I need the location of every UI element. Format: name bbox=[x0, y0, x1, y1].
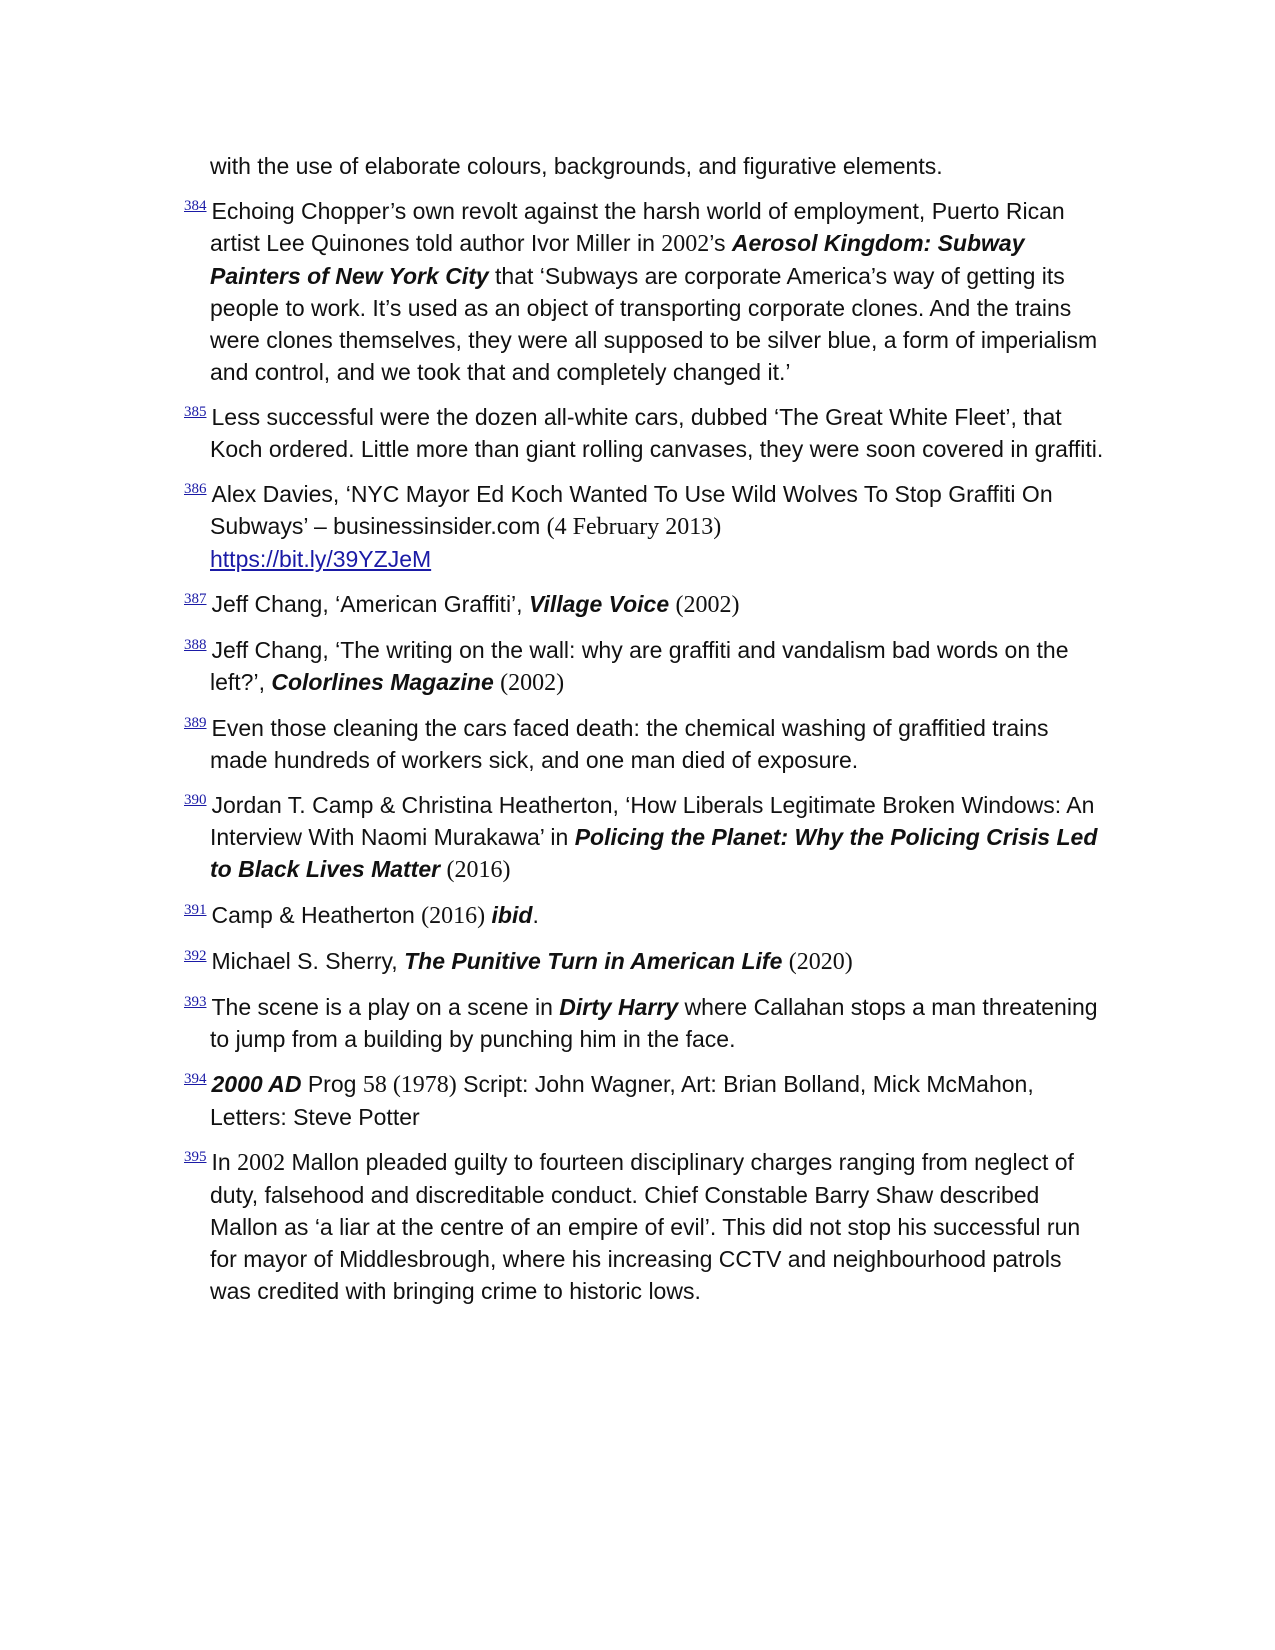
endnote-number-link[interactable]: 394 bbox=[184, 1071, 207, 1087]
work-title: Dirty Harry bbox=[559, 994, 679, 1020]
work-title: The Punitive Turn in American Life bbox=[404, 948, 783, 974]
endnote-387: $^{387}$ Jeff Chang, ‘American Graffiti’, Village Voice (2002) bbox=[184, 591, 740, 618]
work-title: Colorlines Magazine bbox=[271, 669, 494, 695]
endnote-388: $^{388}$ Jeff Chang, ‘The writing on the wall: why are graffiti and vandalism bad words on the left?’, Colorlines Magazine (2002) bbox=[184, 637, 1069, 696]
endnote-number-link[interactable]: 386 bbox=[184, 481, 207, 497]
endnote-386: $^{386}$ Alex Davies, ‘NYC Mayor Ed Koch Wanted To Use Wild Wolves To Stop Graffiti On Subways’ – businessinsider.com (4 February 2013) https://bit.ly/39YZJeM bbox=[184, 481, 1053, 572]
continuation-text: with the use of elaborate colours, backgrounds, and figurative elements. bbox=[210, 153, 943, 179]
endnote-385: $^{385}$ Less successful were the dozen all-white cars, dubbed ‘The Great White Fleet’, that Koch ordered. Little more than giant rolling canvases, they were soon covered in graffiti. bbox=[184, 404, 1104, 462]
work-title: Policing the Planet: Why the Policing Crisis Led to Black Lives Matter bbox=[210, 824, 1098, 882]
endnote-number-link[interactable]: 387 bbox=[184, 591, 207, 607]
endnote-number-link[interactable]: 393 bbox=[184, 994, 207, 1010]
endnote-391: $^{391}$ Camp & Heatherton (2016) ibid. bbox=[184, 902, 539, 929]
endnote-389: $^{389}$ Even those cleaning the cars faced death: the chemical washing of graffitied trains made hundreds of workers sick, and one man died of exposure. bbox=[184, 715, 1049, 773]
source-url-link[interactable]: https://bit.ly/39YZJeM bbox=[210, 546, 432, 572]
work-title: ibid bbox=[491, 902, 533, 928]
endnote-number-link[interactable]: 385 bbox=[184, 404, 207, 420]
endnote-390: $^{390}$ Jordan T. Camp & Christina Heatherton, ‘How Liberals Legitimate Broken Windows: An Interview With Naomi Murakawa’ in Policing the Planet: Why the Policing Crisis Led to Black Lives Matter (2016) bbox=[184, 792, 1098, 883]
work-title: 2000 AD bbox=[211, 1071, 302, 1097]
endnote-392: $^{392}$ Michael S. Sherry, The Punitive Turn in American Life (2020) bbox=[184, 948, 853, 975]
endnotes-list bbox=[184, 150, 1104, 1320]
endnote-number-link[interactable]: 392 bbox=[184, 948, 207, 964]
endnote-394: $^{394}$ 2000 AD Prog 58 (1978) Script: John Wagner, Art: Brian Bolland, Mick McMahon, Letters: Steve Potter bbox=[184, 1071, 1034, 1130]
endnote-number-link[interactable]: 395 bbox=[184, 1149, 207, 1165]
endnote-continuation bbox=[184, 150, 1104, 182]
work-title: Aerosol Kingdom: Subway Painters of New York City bbox=[210, 230, 1025, 289]
endnote-395: $^{395}$ In 2002 Mallon pleaded guilty to fourteen disciplinary charges ranging from neglect of duty, falsehood and discreditable conduct. Chief Constable Barry Shaw described Mallon as ‘a liar at the centre of an empire of evil’. This did not stop his successful run for mayor of Middlesbrough, where his increasing CCTV and neighbourhood patrols was credited with bringing crime to historic lows. bbox=[184, 1149, 1081, 1304]
endnote-number-link[interactable]: 388 bbox=[184, 637, 207, 653]
endnote-384: $^{384}$ Echoing Chopper’s own revolt against the harsh world of employment, Puerto Rican artist Lee Quinones told author Ivor Miller in 2002’s Aerosol Kingdom: Subway Painters of New York City that ‘Subways are corporate America’s way of getting its people to work. It’s used as an object of transporting corporate clones. And the trains were clones themselves, they were all supposed to be silver blue, a form of imperialism and control, and we took that and completely changed it.’ bbox=[184, 198, 1098, 385]
work-title: Village Voice bbox=[528, 591, 670, 617]
endnote-number-link[interactable]: 390 bbox=[184, 792, 207, 808]
endnote-number-link[interactable]: 384 bbox=[184, 198, 207, 214]
endnote-393: $^{393}$ The scene is a play on a scene in Dirty Harry where Callahan stops a man threatening to jump from a building by punching him in the face. bbox=[184, 994, 1098, 1052]
endnote-number-link[interactable]: 389 bbox=[184, 715, 207, 731]
endnote-number-link[interactable]: 391 bbox=[184, 902, 207, 918]
